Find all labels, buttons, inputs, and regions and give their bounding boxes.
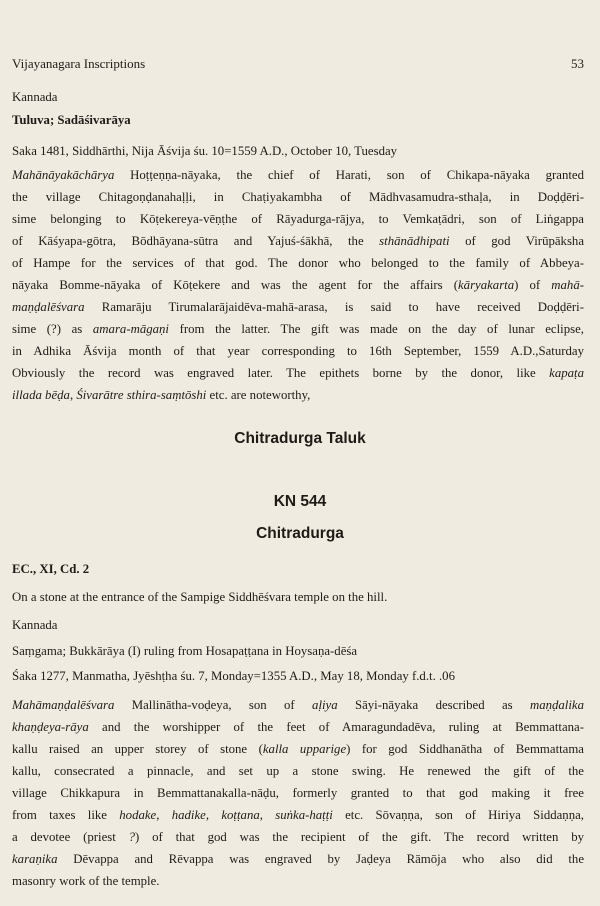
text-segment: a devotee (priest xyxy=(12,830,129,844)
text-line xyxy=(12,716,584,738)
text-segment: aḷiya xyxy=(312,698,338,712)
text-segment: sthānādhipati xyxy=(379,234,450,248)
text-segment: from taxes like xyxy=(12,808,120,822)
text-segment: mahā- xyxy=(551,278,584,292)
text-segment: and the worshipper of the feet of Amaragundadēva, ruling at Bemmattana- xyxy=(88,720,584,734)
entry2-language: Kannada xyxy=(12,618,58,632)
text-line xyxy=(12,694,584,716)
page-number: 53 xyxy=(571,56,584,71)
text-segment: masonry work of the temple. xyxy=(12,874,160,888)
text-line xyxy=(12,208,584,230)
entry2-reference: EC., XI, Cd. 2 xyxy=(12,562,90,576)
text-segment: of Kāśyapa-gōtra, Bōdhāyana-sūtra and Yajuś-śākhā, the xyxy=(12,234,380,248)
text-segment: in Adhika Āśvija month of that year corresponding to 16th September, 1559 A.D.,Saturday xyxy=(12,344,584,358)
text-segment: from the latter. The gift was made on the day of lunar eclipse, xyxy=(168,322,584,336)
text-line xyxy=(12,340,584,362)
text-line xyxy=(12,296,584,318)
text-segment: Mallinātha-voḍeya, son of xyxy=(114,698,313,712)
text-segment: etc. Sōvaṇṇa, son of Hiriya Siddaṇṇa, xyxy=(332,808,584,822)
text-segment: ) for god Siddhanātha of Bemmattama xyxy=(346,742,584,756)
text-line xyxy=(12,186,584,208)
text-line xyxy=(12,230,584,252)
text-segment: kallu raised an upper storey of stone ( xyxy=(12,742,263,756)
text-segment: maṇḍalika xyxy=(529,698,584,712)
text-segment: sime belonging to Kōṭekereya-vēṇṭhe of Rāyadurga-rājya, to Vemkaṭādri, son of Liṅgappa xyxy=(12,212,584,226)
text-line xyxy=(12,164,584,186)
text-segment: Obviously the record was engraved later. The epithets borne by the donor, like xyxy=(12,366,550,380)
entry2-date: Śaka 1277, Manmatha, Jyēshṭha śu. 7, Monday=1355 A.D., May 18, Monday f.d.t. .06 xyxy=(12,669,455,683)
text-line xyxy=(12,252,584,274)
text-segment: maṇḍalēśvara xyxy=(12,300,85,314)
text-segment: khaṇḍeya-rāya xyxy=(12,720,89,734)
text-line xyxy=(12,782,584,804)
text-segment: etc. are noteworthy, xyxy=(206,388,311,402)
running-header xyxy=(12,56,584,76)
record-number: KN 544 xyxy=(273,493,327,510)
text-segment: Sāyi-nāyaka described as xyxy=(337,698,530,712)
entry2-location: On a stone at the entrance of the Sampige Siddhēśvara temple on the hill. xyxy=(12,590,388,604)
text-segment: karaṇika xyxy=(12,852,58,866)
place-heading: Chitradurga xyxy=(256,525,344,542)
entry1-body xyxy=(12,164,584,406)
entry1-date: Saka 1481, Siddhārthi, Nija Āśvija śu. 10=1559 A.D., October 10, Tuesday xyxy=(12,144,398,158)
taluk-heading: Chitradurga Taluk xyxy=(234,430,366,447)
text-line xyxy=(12,318,584,340)
text-line xyxy=(12,870,584,892)
text-segment: amara-māgaṇi xyxy=(92,322,169,336)
entry2-body xyxy=(12,694,584,892)
text-segment: the village Chitagoṇḍanahaḷḷi, in Chaṭiyakambha of Mādhvasamudra-sthaḷa, in Doḍḍēri- xyxy=(12,190,584,204)
entry1-dynasty: Tuluva; Sadāśivarāya xyxy=(12,113,131,127)
text-segment: Mahānāyakāchārya xyxy=(12,168,115,182)
text-segment: ) of xyxy=(514,278,552,292)
text-line xyxy=(12,274,584,296)
text-segment: Mahāmaṇḍalēśvara xyxy=(12,698,115,712)
text-segment: Dēvappa and Rēvappa was engraved by Jaḍeya Rāmōja who also did the xyxy=(57,852,584,866)
text-line xyxy=(12,384,584,406)
text-line xyxy=(12,848,584,870)
text-segment: kalla upparige xyxy=(262,742,347,756)
text-line xyxy=(12,826,584,848)
text-segment: hodake, hadike, koṭṭana, suṅka-haṭṭi xyxy=(119,808,333,822)
text-line xyxy=(12,760,584,782)
text-segment: kapaṭa xyxy=(549,366,584,380)
text-segment: of god Virūpāksha xyxy=(449,234,584,248)
text-segment: kāryakarta xyxy=(457,278,515,292)
text-segment: Ramarāju Tirumalarājaidēva-mahā-arasa, is said to have received Doḍḍēri- xyxy=(84,300,584,314)
text-segment: Śivarātre sthira-saṃtōshi xyxy=(76,388,207,402)
text-line xyxy=(12,804,584,826)
text-segment: nāyaka Bomme-nāyaka of Kōṭekere and was the agent for the affairs ( xyxy=(12,278,458,292)
text-line xyxy=(12,738,584,760)
text-segment: kallu, consecrated a pinnacle, and set up a stone swing. He renewed the gift of the xyxy=(12,764,584,778)
entry1-language: Kannada xyxy=(12,90,58,104)
text-segment: sime (?) as xyxy=(12,322,93,336)
book-title: Vijayanagara Inscriptions xyxy=(12,56,146,71)
text-segment: Hoṭṭeṇṇa-nāyaka, the chief of Harati, son of Chikapa-nāyaka granted xyxy=(114,168,584,182)
text-segment: , xyxy=(69,388,77,402)
text-segment: village Chikkapura in Bemmattanakalla-nāḍu, formerly granted to that god making it free xyxy=(12,786,584,800)
text-segment: of Hampe for the services of that god. The donor who belonged to the family of Abbeya- xyxy=(12,256,584,270)
text-line xyxy=(12,362,584,384)
text-segment: illada bēḍa xyxy=(12,388,70,402)
text-segment: ) of that god was the recipient of the gift. The record written by xyxy=(135,830,584,844)
text-segment: ? xyxy=(128,830,136,844)
entry2-dynasty: Saṃgama; Bukkārāya (I) ruling from Hosapaṭṭana in Hoysaṇa-dēśa xyxy=(12,644,358,658)
